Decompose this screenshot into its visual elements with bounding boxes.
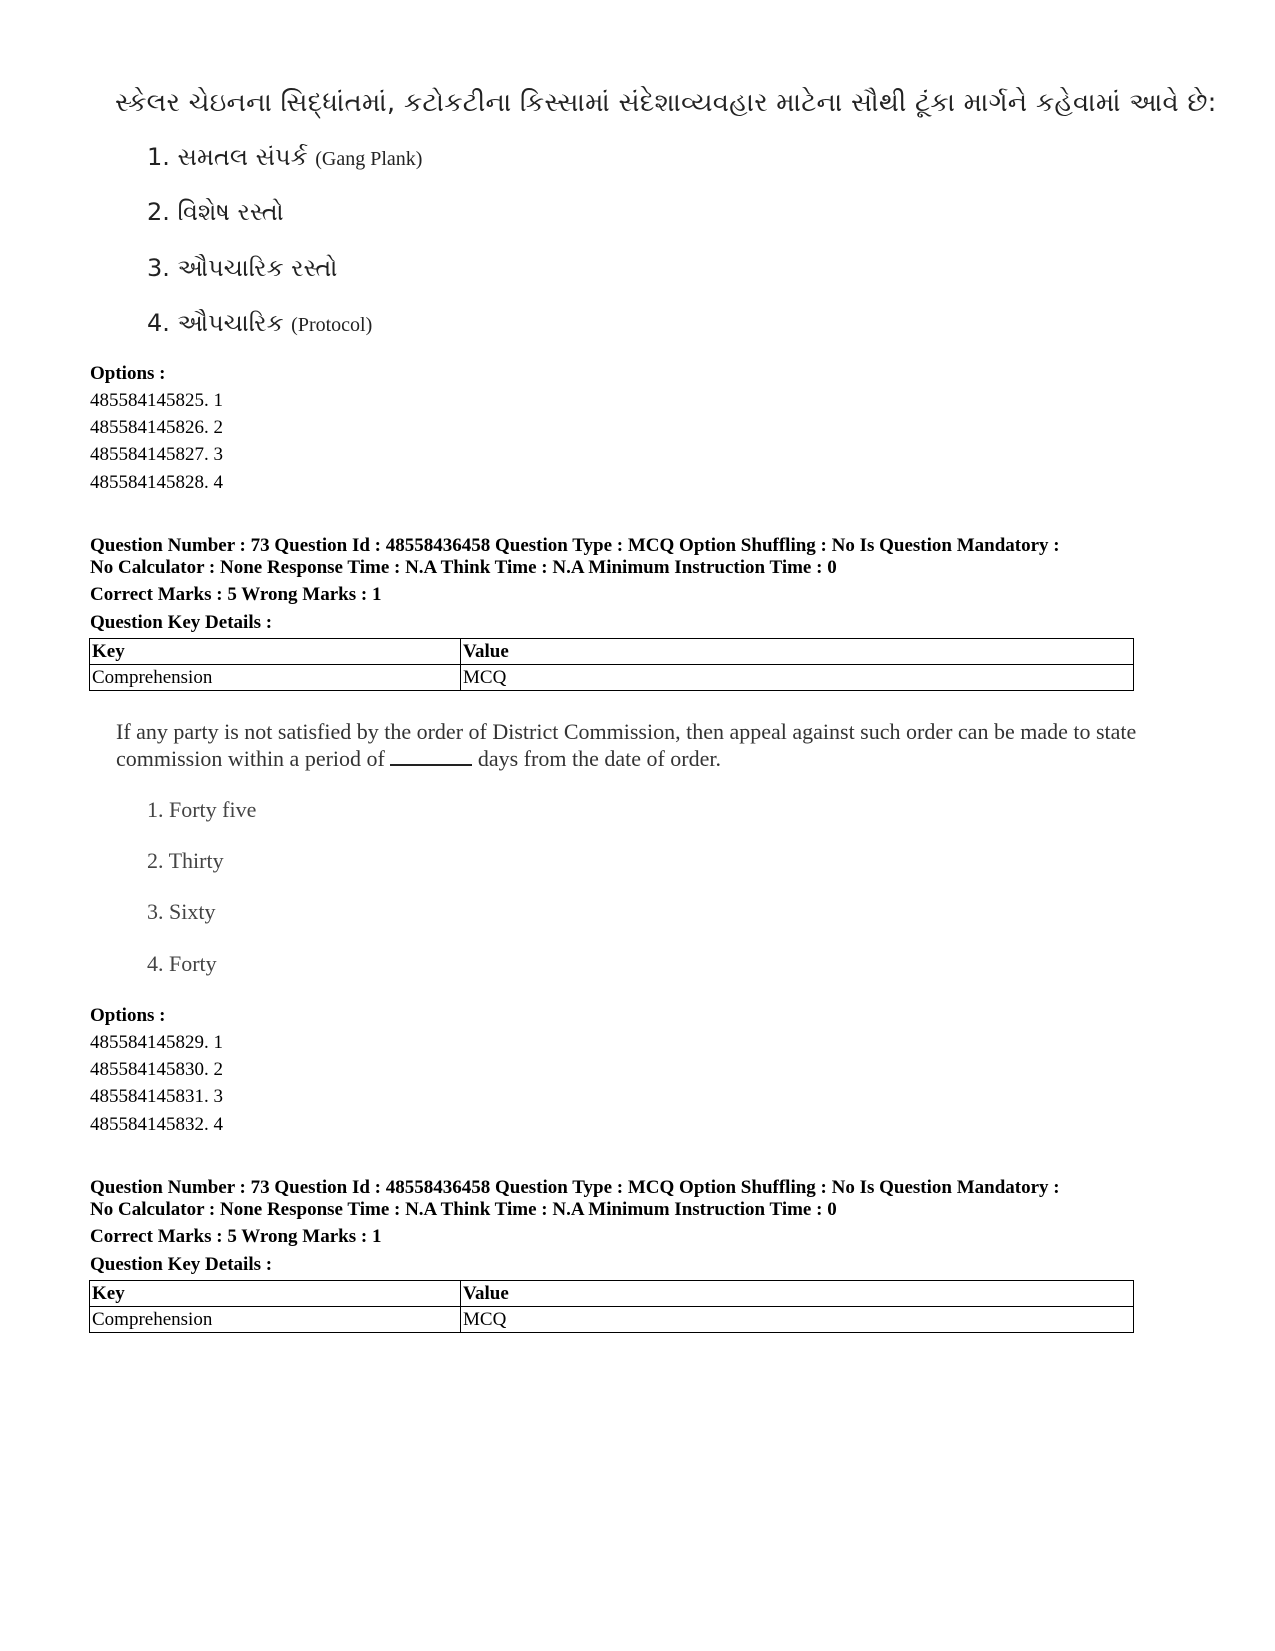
option-item: 485584145829. 1 (90, 1032, 223, 1053)
key-details-label: Question Key Details : (90, 1254, 273, 1275)
option-item: 485584145830. 2 (90, 1059, 223, 1080)
question-meta-line-2: No Calculator : None Response Time : N.A Think Time : N.A Minimum Instruction Time : 0 (90, 1199, 837, 1220)
marks-info: Correct Marks : 5 Wrong Marks : 1 (90, 1226, 382, 1247)
stem-text-part-1: If any party is not satisfied by the order of District Commission, then appeal against such order can be made to state commission within a period of (116, 719, 1137, 771)
question-2-choice-4: 4. Forty (147, 951, 217, 976)
question-meta-line-1: Question Number : 73 Question Id : 48558436458 Question Type : MCQ Option Shuffling : No Is Question Mandatory : (90, 1177, 1060, 1198)
options-label: Options : (90, 1005, 166, 1026)
table-cell-value: MCQ (461, 1307, 1134, 1333)
option-item: 485584145831. 3 (90, 1086, 223, 1107)
choice-text: ઔપચારિક રસ્તો (177, 254, 338, 282)
options-label: Options : (90, 363, 166, 384)
choice-number: 4. (147, 309, 170, 337)
table-header-row (90, 1281, 1134, 1307)
choice-text: વિશેષ રસ્તો (177, 198, 284, 226)
table-header-key: Key (90, 639, 461, 665)
table-cell-key: Comprehension (90, 1307, 461, 1333)
question-1-choice-3 (147, 254, 337, 282)
table-cell-value: MCQ (461, 665, 1134, 691)
table-header-value: Value (461, 639, 1134, 665)
question-2-choice-3: 3. Sixty (147, 899, 216, 924)
table-header-row (90, 639, 1134, 665)
question-meta-line-1: Question Number : 73 Question Id : 48558436458 Question Type : MCQ Option Shuffling : No Is Question Mandatory : (90, 535, 1060, 556)
choice-number: 2. (147, 198, 170, 226)
table-row (90, 1307, 1134, 1333)
choice-number: 1. (147, 143, 170, 171)
question-2-choice-2: 2. Thirty (147, 848, 224, 873)
key-details-table (89, 1280, 1134, 1333)
question-2-stem (116, 718, 1176, 772)
table-header-value: Value (461, 1281, 1134, 1307)
option-item: 485584145827. 3 (90, 444, 223, 465)
table-row (90, 665, 1134, 691)
option-item: 485584145826. 2 (90, 417, 223, 438)
question-2-choice-1: 1. Forty five (147, 797, 257, 822)
choice-text: સમતલ સંપર્ક (177, 143, 308, 171)
fill-in-blank (390, 746, 472, 766)
option-item: 485584145825. 1 (90, 390, 223, 411)
key-details-table (89, 638, 1134, 691)
table-header-key: Key (90, 1281, 461, 1307)
choice-text: ઔપચારિક (177, 309, 284, 337)
table-cell-key: Comprehension (90, 665, 461, 691)
stem-text-part-2: days from the date of order. (477, 746, 721, 771)
question-1-stem: સ્કેલર ચેઇનના સિદ્ધાંતમાં, કટોકટીના કિસ્સામાં સંદેશાવ્યવહાર માટેના સૌથી ટૂંકા માર્ગને કહેવામાં આવે છે: (115, 88, 1217, 118)
choice-latin: (Protocol) (291, 314, 373, 336)
choice-latin: (Gang Plank) (315, 148, 423, 170)
choice-number: 3. (147, 254, 170, 282)
question-meta-line-2: No Calculator : None Response Time : N.A Think Time : N.A Minimum Instruction Time : 0 (90, 557, 837, 578)
option-item: 485584145832. 4 (90, 1114, 223, 1135)
key-details-label: Question Key Details : (90, 612, 273, 633)
marks-info: Correct Marks : 5 Wrong Marks : 1 (90, 584, 382, 605)
question-1-choice-4 (147, 309, 372, 337)
question-1-choice-2 (147, 198, 284, 226)
option-item: 485584145828. 4 (90, 472, 223, 493)
question-1-choice-1 (147, 143, 422, 171)
